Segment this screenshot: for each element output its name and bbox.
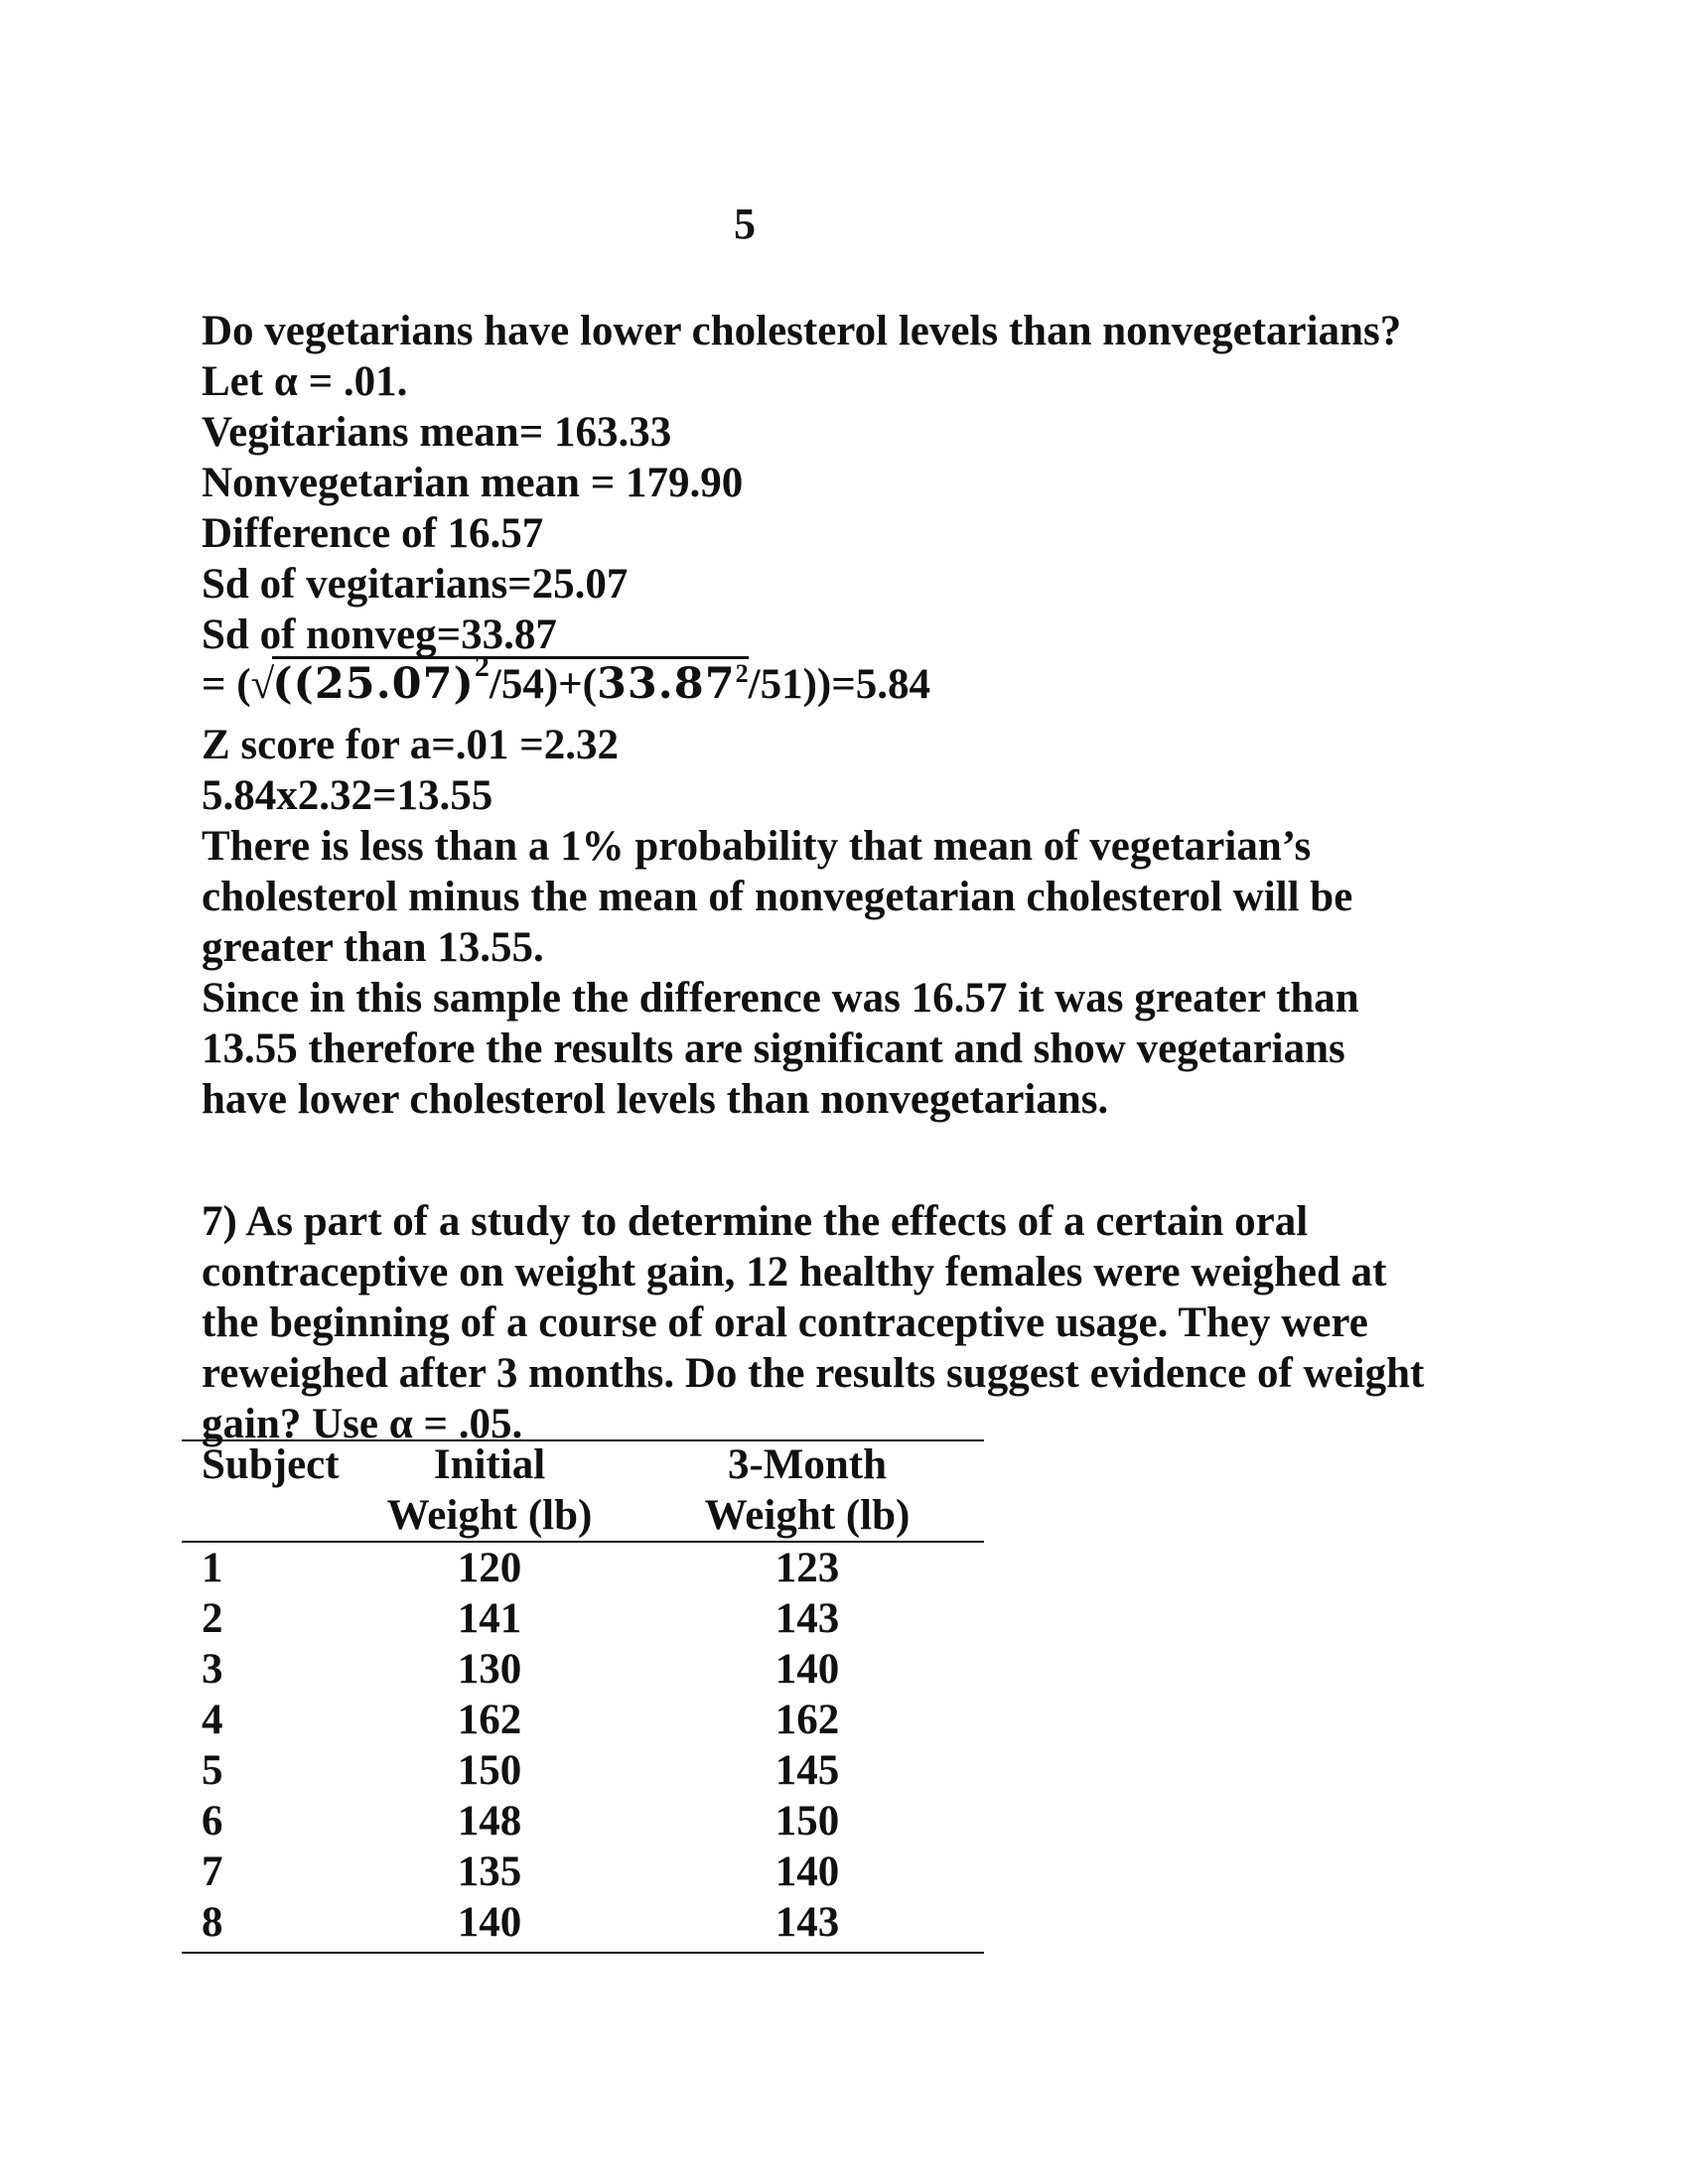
cell-3month-weight: 143 — [774, 1899, 840, 1946]
cell-3month-weight: 145 — [774, 1747, 840, 1794]
table-row — [182, 1897, 984, 1948]
cell-subject: 6 — [202, 1798, 223, 1844]
conclusion-line-5: 13.55 therefore the results are significant and show vegetarians — [202, 1025, 1345, 1072]
header-3month-weight — [678, 1439, 936, 1541]
formula-mid: /54)+( — [489, 661, 597, 708]
formula-exponent-2: 2 — [735, 659, 749, 688]
cell-subject: 5 — [202, 1747, 223, 1794]
problem-7-text — [202, 1196, 1512, 1449]
formula-radicand — [272, 650, 749, 715]
cell-subject: 4 — [202, 1697, 223, 1743]
cell-initial-weight: 141 — [457, 1595, 522, 1642]
table-row — [182, 1543, 984, 1593]
cell-initial-weight: 135 — [457, 1848, 522, 1895]
header-subject: Subject — [202, 1441, 340, 1488]
nonveg-sd-line: Sd of nonveg=33.87 — [202, 612, 557, 658]
cell-subject: 2 — [202, 1595, 223, 1642]
table-row — [182, 1796, 984, 1846]
standard-error-formula — [202, 650, 1512, 720]
formula-term1: ((25.07) — [272, 659, 475, 709]
formula-exponent-1: 2 — [474, 650, 490, 683]
conclusion-line-1: There is less than a 1% probability that mean of vegetarian’s — [202, 823, 1312, 870]
conclusion-line-2: cholesterol minus the mean of nonvegetarian cholesterol will be — [202, 874, 1353, 920]
veg-mean-line: Vegitarians mean= 163.33 — [202, 409, 672, 456]
conclusion-line-3: greater than 13.55. — [202, 924, 544, 971]
formula-term2: 33.87 — [596, 659, 736, 709]
formula-prefix: = ( — [202, 661, 251, 708]
header-month-line-1: 3-Month — [727, 1441, 888, 1488]
cell-3month-weight: 140 — [774, 1848, 840, 1895]
cell-3month-weight: 143 — [774, 1595, 840, 1642]
solution-text — [202, 306, 1512, 1125]
conclusion-line-4: Since in this sample the difference was 16.57 it was greater than — [202, 975, 1359, 1022]
table-row — [182, 1644, 984, 1695]
table-body — [182, 1543, 984, 1948]
veg-sd-line: Sd of vegitarians=25.07 — [202, 561, 629, 608]
table-row — [182, 1593, 984, 1644]
z-score-line: Z score for a=.01 =2.32 — [202, 722, 620, 768]
cell-3month-weight: 123 — [774, 1545, 840, 1591]
problem-line-5: gain? Use α = .05. — [202, 1401, 523, 1447]
cell-3month-weight: 162 — [774, 1697, 840, 1743]
difference-line: Difference of 16.57 — [202, 510, 544, 557]
cell-subject: 8 — [202, 1899, 223, 1946]
problem-line-2: contraceptive on weight gain, 12 healthy females were weighed at — [202, 1249, 1387, 1296]
cell-initial-weight: 130 — [457, 1646, 522, 1693]
cell-subject: 1 — [202, 1545, 223, 1591]
formula-suffix: /51))=5.84 — [748, 661, 930, 708]
table-bottom-rule — [182, 1952, 984, 1954]
question-line: Do vegetarians have lower cholesterol levels than nonvegetarians? — [202, 308, 1402, 354]
problem-line-1: 7) As part of a study to determine the effects of a certain oral — [202, 1198, 1309, 1245]
product-line: 5.84x2.32=13.55 — [202, 772, 493, 819]
header-initial-weight — [380, 1439, 599, 1541]
sqrt-symbol: √ — [250, 661, 275, 708]
cell-3month-weight: 140 — [774, 1646, 840, 1693]
cell-subject: 3 — [202, 1646, 223, 1693]
table-row — [182, 1695, 984, 1745]
table-row — [182, 1745, 984, 1796]
cell-initial-weight: 162 — [457, 1697, 522, 1743]
cell-initial-weight: 120 — [457, 1545, 522, 1591]
table-row — [182, 1846, 984, 1897]
alpha-line: Let α = .01. — [202, 358, 408, 405]
problem-line-3: the beginning of a course of oral contraceptive usage. They were — [202, 1299, 1368, 1346]
cell-initial-weight: 150 — [457, 1747, 522, 1794]
conclusion-line-6: have lower cholesterol levels than nonvegetarians. — [202, 1076, 1109, 1123]
cell-initial-weight: 148 — [457, 1798, 522, 1844]
cell-3month-weight: 150 — [774, 1798, 840, 1844]
cell-subject: 7 — [202, 1848, 223, 1895]
nonveg-mean-line: Nonvegetarian mean = 179.90 — [202, 460, 744, 506]
page-number: 5 — [734, 200, 756, 248]
header-month-line-2: Weight (lb) — [704, 1492, 911, 1539]
table-header — [182, 1439, 984, 1541]
cell-initial-weight: 140 — [457, 1899, 522, 1946]
header-initial-line-1: Initial — [433, 1441, 546, 1488]
header-initial-line-2: Weight (lb) — [386, 1492, 593, 1539]
problem-line-4: reweighed after 3 months. Do the results suggest evidence of weight — [202, 1350, 1425, 1397]
